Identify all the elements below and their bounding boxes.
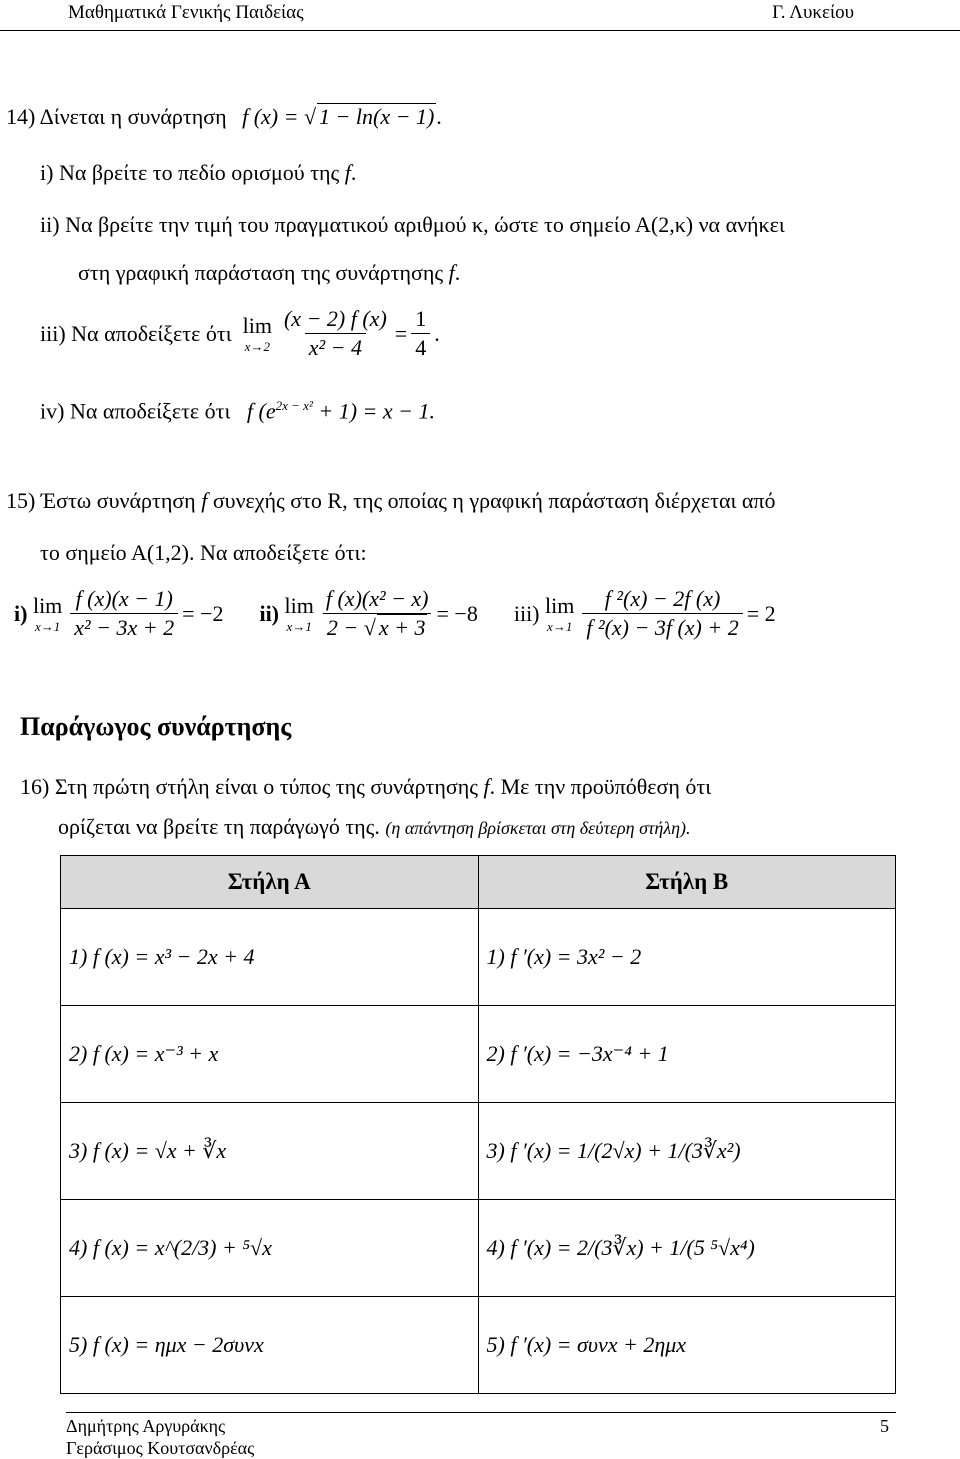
fraction-denominator xyxy=(323,613,432,641)
lim-word: lim xyxy=(284,592,314,618)
lim-word: lim xyxy=(242,312,272,338)
derivatives-table xyxy=(60,855,896,1394)
ex14-iii-limit xyxy=(243,313,272,355)
denominator-part: 2 − xyxy=(326,615,364,640)
ex14-i-f: f xyxy=(344,160,351,185)
ex14-iv-label: iv) xyxy=(40,398,65,424)
ex14-ii-cont: στη γραφική παράσταση της συνάρτησης f. xyxy=(78,260,461,285)
lim-subscript: x→1 xyxy=(286,618,312,634)
row1-derivative: 1) f ′(x) = 3x² − 2 xyxy=(478,909,896,1006)
footer-author-1: Δημήτρης Αργυράκης xyxy=(66,1416,226,1436)
ex14-iii-text: Να αποδείξετε ότι xyxy=(71,320,232,346)
ex15-iii-rhs: = 2 xyxy=(746,600,776,626)
row4-derivative: 4) f ′(x) = 2/(3∛x) + 1/(5 ⁵√x⁴) xyxy=(478,1200,896,1297)
ex14-ii xyxy=(40,212,785,238)
ex15-iii-fraction xyxy=(582,586,742,641)
ex16-text3: ορίζεται να βρείτε τη παράγωγό της. xyxy=(58,814,380,839)
row2-derivative: 2) f ′(x) = −3x⁻⁴ + 1 xyxy=(478,1006,896,1103)
ex14-iv-rest: + 1) = x − 1. xyxy=(318,398,435,424)
ex15-iii-label: iii) xyxy=(513,600,540,626)
ex16-text2: . Με την προϋπόθεση ότι xyxy=(489,774,712,799)
ex15-f: f xyxy=(201,488,208,513)
sqrt-symbol: √ xyxy=(363,615,376,640)
header-rule xyxy=(0,30,960,31)
ex14-intro: Δίνεται η συνάρτηση xyxy=(39,104,227,129)
ex15-iii-limit xyxy=(545,593,574,635)
ex14-iv-text: Να αποδείξετε ότι xyxy=(69,398,231,424)
lim-subscript: x→1 xyxy=(34,618,61,634)
ex15-ii-rhs: = −8 xyxy=(436,600,478,626)
ex16-line2 xyxy=(58,814,691,840)
ex15-i-limit xyxy=(33,593,62,635)
ex14-ii-text1: Να βρείτε την τιμή του πραγματικού αριθμού κ, ώστε το σημείο Α(2,κ) να ανήκει xyxy=(65,212,785,237)
ex14-formula-radicand: 1 − ln(x − 1) xyxy=(319,104,435,129)
lim-subscript: x→1 xyxy=(547,618,573,634)
ex15-text2: συνεχής στο R, της οποίας η γραφική παράσταση διέρχεται από xyxy=(212,488,776,513)
row3-function: 3) f (x) = √x + ∛x xyxy=(61,1103,479,1200)
lim-subscript: x→2 xyxy=(244,338,270,354)
ex16-note: (η απάντηση βρίσκεται στη δεύτερη στήλη). xyxy=(385,818,691,838)
ex14-iii: iii) Να αποδείξετε ότι lim x→2 $\frac{(x - 2) f (x)}{\text{x² − 4}}$ = $\frac{1}{4}$ . xyxy=(40,306,440,360)
ex16-text1: Στη πρώτη στήλη είναι ο τύπος της συνάρτησης xyxy=(54,774,478,799)
ex15-i-label: i) xyxy=(14,600,28,626)
ex15-line1 xyxy=(6,488,776,514)
ex14-line: 14) Δίνεται η συνάρτηση f (x) = √ 1 − ln(x − 1). xyxy=(6,104,442,129)
ex15-i-fraction xyxy=(70,586,178,641)
table-row xyxy=(61,1006,896,1103)
fraction-denominator: 4 xyxy=(411,333,430,361)
ex14-ii-f: f xyxy=(448,260,455,285)
table-row xyxy=(61,1200,896,1297)
header-right: Γ. Λυκείου xyxy=(772,2,854,23)
ex15-ii-limit xyxy=(285,593,314,635)
lim-word: lim xyxy=(545,592,575,618)
ex15-text1: Έστω συνάρτηση xyxy=(40,488,196,513)
ex14-number: 14) xyxy=(6,104,36,129)
table-row xyxy=(61,1297,896,1394)
ex14-ii-text2: στη γραφική παράσταση της συνάρτησης xyxy=(78,260,444,285)
fraction-denominator: x² − 3x + 2 xyxy=(70,613,178,641)
table-row xyxy=(61,909,896,1006)
ex14-iii-result xyxy=(411,306,430,361)
ex16-line1 xyxy=(20,774,711,800)
row4-function: 4) f (x) = x^(2/3) + ⁵√x xyxy=(61,1200,479,1297)
ex15-i-rhs: = −2 xyxy=(182,600,224,626)
ex15-ii-fraction xyxy=(322,586,433,641)
ex15-ii-label: ii) xyxy=(259,600,280,626)
row2-function: 2) f (x) = x⁻³ + x xyxy=(61,1006,479,1103)
table-header-row xyxy=(61,856,896,909)
row3-derivative: 3) f ′(x) = 1/(2√x) + 1/(3∛x²) xyxy=(478,1103,896,1200)
footer-author-2: Γεράσιμος Κουτσανδρέας xyxy=(66,1438,255,1458)
page-number: 5 xyxy=(880,1416,889,1436)
ex14-formula-lhs: f (x) = xyxy=(242,104,299,129)
ex14-i-text: Να βρείτε το πεδίο ορισμού της xyxy=(58,160,340,185)
row1-function: 1) f (x) = x³ − 2x + 4 xyxy=(61,909,479,1006)
ex14-iii-label: iii) xyxy=(40,320,66,346)
column-a-header: Στήλη Α xyxy=(61,856,479,909)
table-row xyxy=(61,1103,896,1200)
lim-word: lim xyxy=(32,592,63,618)
ex14-ii-label: ii) xyxy=(40,212,60,237)
fraction-numerator: f ²(x) − 2f (x) xyxy=(604,586,721,611)
section-title: Παράγωγος συνάρτησης xyxy=(20,712,292,741)
sqrt-symbol: √ xyxy=(303,104,317,129)
column-b-header: Στήλη Β xyxy=(478,856,896,909)
ex14-iii-fraction xyxy=(280,306,391,361)
fraction-numerator: f (x)(x − 1) xyxy=(75,586,173,611)
ex16-f: f xyxy=(483,774,490,799)
header-left: Μαθηματικά Γενικής Παιδείας xyxy=(68,2,304,23)
ex15-number: 15) xyxy=(6,488,36,513)
ex14-i-label: i) xyxy=(40,160,54,185)
ex14-iv xyxy=(40,398,435,424)
footer-rule xyxy=(66,1412,896,1413)
ex15-text3: το σημείο Α(1,2). Να αποδείξετε ότι: xyxy=(40,540,367,565)
ex15-parts xyxy=(14,586,776,641)
fraction-numerator: 1 xyxy=(415,306,427,331)
ex16-number: 16) xyxy=(20,774,50,799)
fraction-numerator: (x − 2) f (x) xyxy=(283,306,387,331)
ex14-iv-exponent: 2x − x² xyxy=(275,398,313,413)
ex14-iv-formula: f (e xyxy=(246,398,276,424)
row5-function: 5) f (x) = ημx − 2συνx xyxy=(61,1297,479,1394)
ex14-i: i) Να βρείτε το πεδίο ορισμού της f. xyxy=(40,160,357,185)
denominator-radicand: x + 3 xyxy=(378,615,426,640)
row5-derivative: 5) f ′(x) = συνx + 2ημx xyxy=(478,1297,896,1394)
fraction-numerator: f (x)(x² − x) xyxy=(325,586,429,611)
fraction-denominator: f ²(x) − 3f (x) + 2 xyxy=(582,613,742,641)
fraction-denominator: x² − 4 xyxy=(305,333,366,361)
